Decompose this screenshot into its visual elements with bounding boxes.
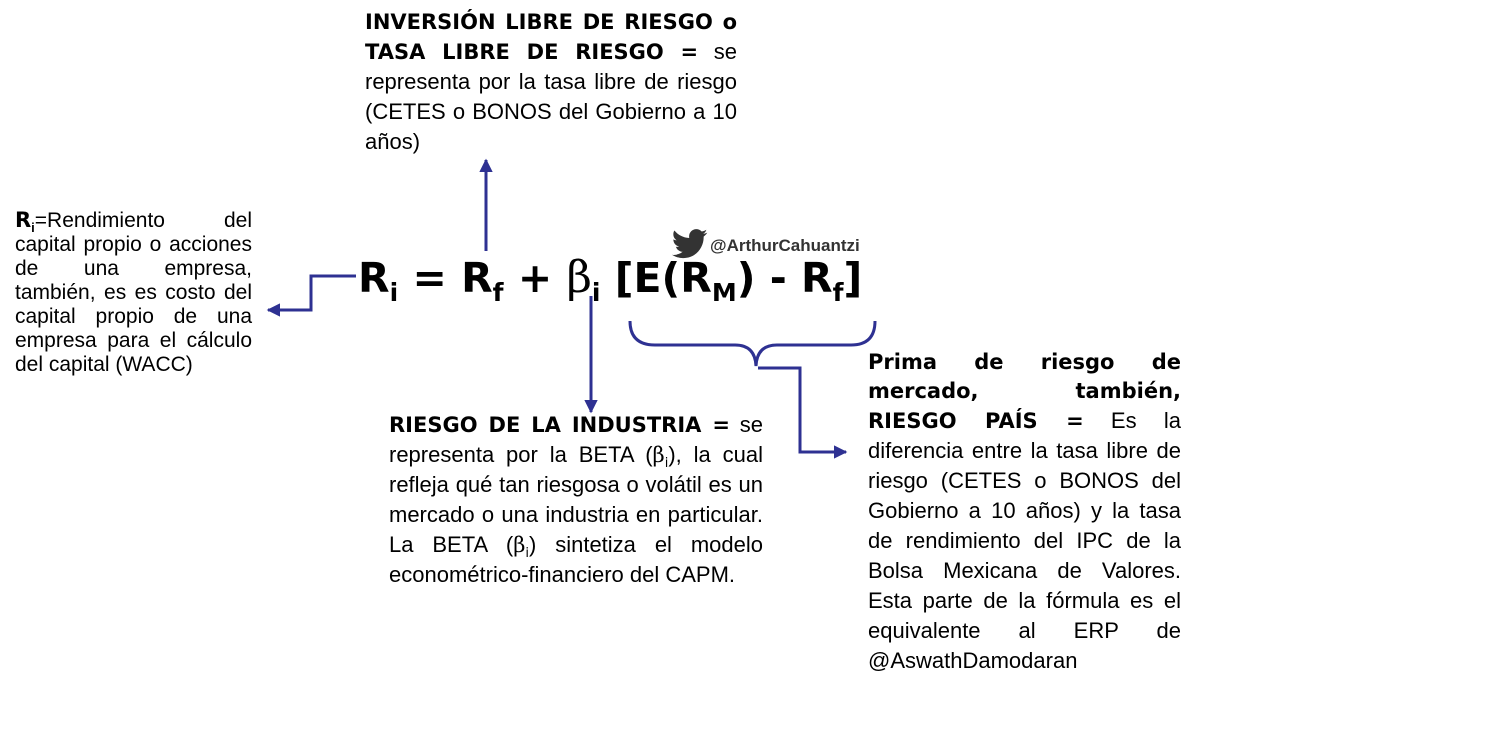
formula-plus: + — [517, 254, 553, 302]
formula-r-sub: i — [389, 278, 399, 307]
return-definition-note — [15, 208, 252, 377]
curly-brace — [630, 321, 875, 366]
formula-equals: = — [412, 254, 447, 302]
formula-e-rm: E(R — [633, 254, 712, 302]
formula-rf: R — [461, 254, 493, 302]
industry-risk-text-1: se representa por la BETA ( — [389, 412, 763, 467]
formula-beta: β — [566, 252, 592, 303]
formula-beta-sub: i — [591, 278, 601, 307]
risk-free-heading: INVERSIÓN LIBRE DE RIESGO o TASA LIBRE DE RIESGO = — [365, 10, 737, 64]
twitter-handle-text: @ArthurCahuantzi — [710, 236, 860, 255]
return-definition-text: =Rendimiento del capital propio o acciones de una empresa, también, es es costo del capital propio de una empresa para el cálculo del capital (WACC) — [15, 209, 252, 376]
industry-risk-text-3: ) sintetiza el modelo econométrico-financiero del CAPM. — [389, 532, 763, 587]
formula-open-bracket: [ — [614, 254, 634, 302]
arrow-to-left-note — [268, 276, 356, 310]
industry-risk-text-2: ), la cual refleja qué tan riesgosa o volátil es un mercado o una industria en particular. La BETA ( — [389, 442, 763, 557]
capm-formula — [358, 250, 862, 306]
formula-rm-sub: M — [711, 278, 737, 307]
arrow-to-right-note — [758, 368, 846, 452]
formula-rf2-sub: f — [832, 278, 844, 307]
formula-close-bracket: ] — [843, 254, 863, 302]
return-symbol-sub: i — [31, 220, 35, 235]
beta-symbol: β — [652, 443, 665, 467]
industry-risk-heading: RIESGO DE LA INDUSTRIA = — [389, 413, 730, 437]
return-symbol: R — [15, 208, 32, 232]
risk-free-text: se representa por la tasa libre de riesgo (CETES o BONOS del Gobierno a 10 años) — [365, 39, 737, 154]
formula-minus-rf: ) - R — [736, 254, 833, 302]
risk-free-note — [365, 8, 737, 157]
market-premium-heading: Prima de riesgo de mercado, también, RIESGO PAÍS = — [868, 350, 1181, 433]
beta-symbol-sub: i — [664, 456, 669, 471]
formula-r: R — [358, 254, 390, 302]
formula-rf-sub: f — [492, 278, 504, 307]
industry-risk-note — [389, 410, 763, 590]
market-premium-text: Es la diferencia entre la tasa libre de riesgo (CETES o BONOS del Gobierno a 10 años) y la tasa de rendimiento del IPC de la Bolsa Mexicana de Valores. Esta parte de la fórmula es el equivalente al ERP de @AswathDamodaran — [868, 408, 1181, 673]
beta-symbol-2-sub: i — [525, 546, 529, 561]
beta-symbol-2: β — [513, 533, 526, 557]
market-premium-note — [868, 348, 1181, 676]
